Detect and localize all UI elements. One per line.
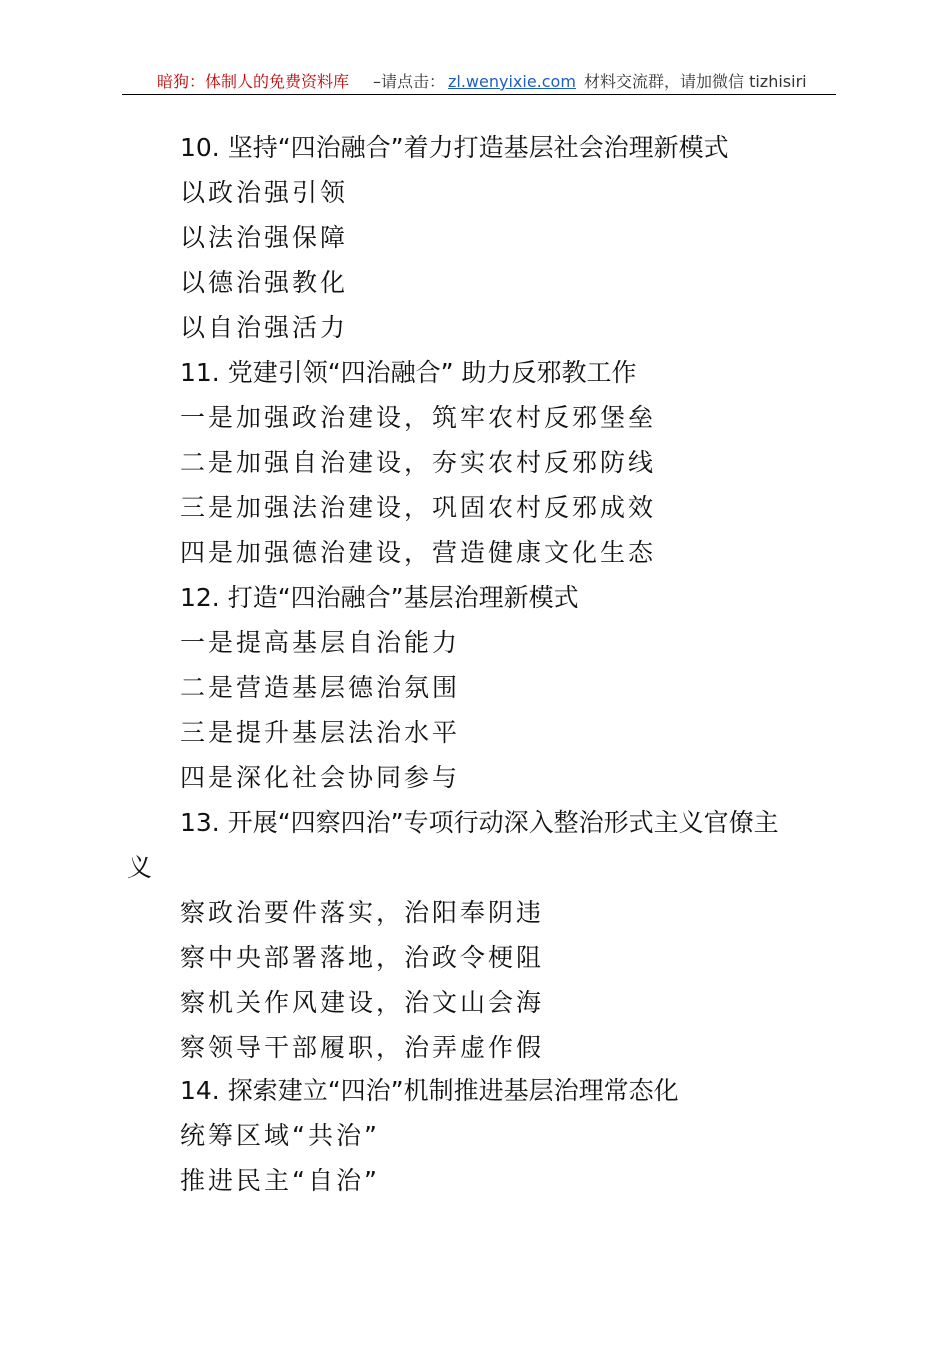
section-title: 12. 打造“四治融合”基层治理新模式 <box>180 583 579 612</box>
section-title: 13. 开展“四察四治”专项行动深入整治形式主义官僚主 <box>180 808 779 837</box>
list-item: 四是加强德治建设，营造健康文化生态 <box>180 538 657 567</box>
list-item: 三是提升基层法治水平 <box>180 718 461 747</box>
header-contact: 材料交流群，请加微信 tizhisiri <box>584 72 807 91</box>
page-header <box>0 70 950 94</box>
list-item: 察机关作风建设，治文山会海 <box>180 988 545 1017</box>
section-title: 11. 党建引领“四治融合” 助力反邪教工作 <box>180 358 637 387</box>
list-item: 一是加强政治建设，筑牢农村反邪堡垒 <box>180 403 657 432</box>
list-item: 二是营造基层德治氛围 <box>180 673 461 702</box>
list-item: 察政治要件落实，治阳奉阴违 <box>180 898 545 927</box>
list-item: 以政治强引领 <box>180 178 349 207</box>
list-item: 统筹区域“共治” <box>180 1121 380 1150</box>
list-item: 以自治强活力 <box>180 313 349 342</box>
list-item: 察领导干部履职，治弄虚作假 <box>180 1033 545 1062</box>
section-title: 14. 探索建立“四治”机制推进基层治理常态化 <box>180 1076 679 1105</box>
list-item: 以法治强保障 <box>180 223 349 252</box>
section-title-continuation: 义 <box>127 853 153 882</box>
list-item: 一是提高基层自治能力 <box>180 628 461 657</box>
list-item: 推进民主“自治” <box>180 1166 380 1195</box>
header-brand: 暗狗：体制人的免费资料库 <box>157 72 350 91</box>
header-link[interactable]: zl.wenyixie.com <box>448 72 576 91</box>
list-item: 四是深化社会协同参与 <box>180 763 461 792</box>
header-prompt: –请点击： <box>373 72 446 91</box>
list-item: 三是加强法治建设，巩固农村反邪成效 <box>180 493 657 522</box>
list-item: 察中央部署落地，治政令梗阻 <box>180 943 545 972</box>
list-item: 以德治强教化 <box>180 268 349 297</box>
header-divider <box>122 94 836 95</box>
list-item: 二是加强自治建设，夯实农村反邪防线 <box>180 448 657 477</box>
section-title: 10. 坚持“四治融合”着力打造基层社会治理新模式 <box>180 133 729 162</box>
